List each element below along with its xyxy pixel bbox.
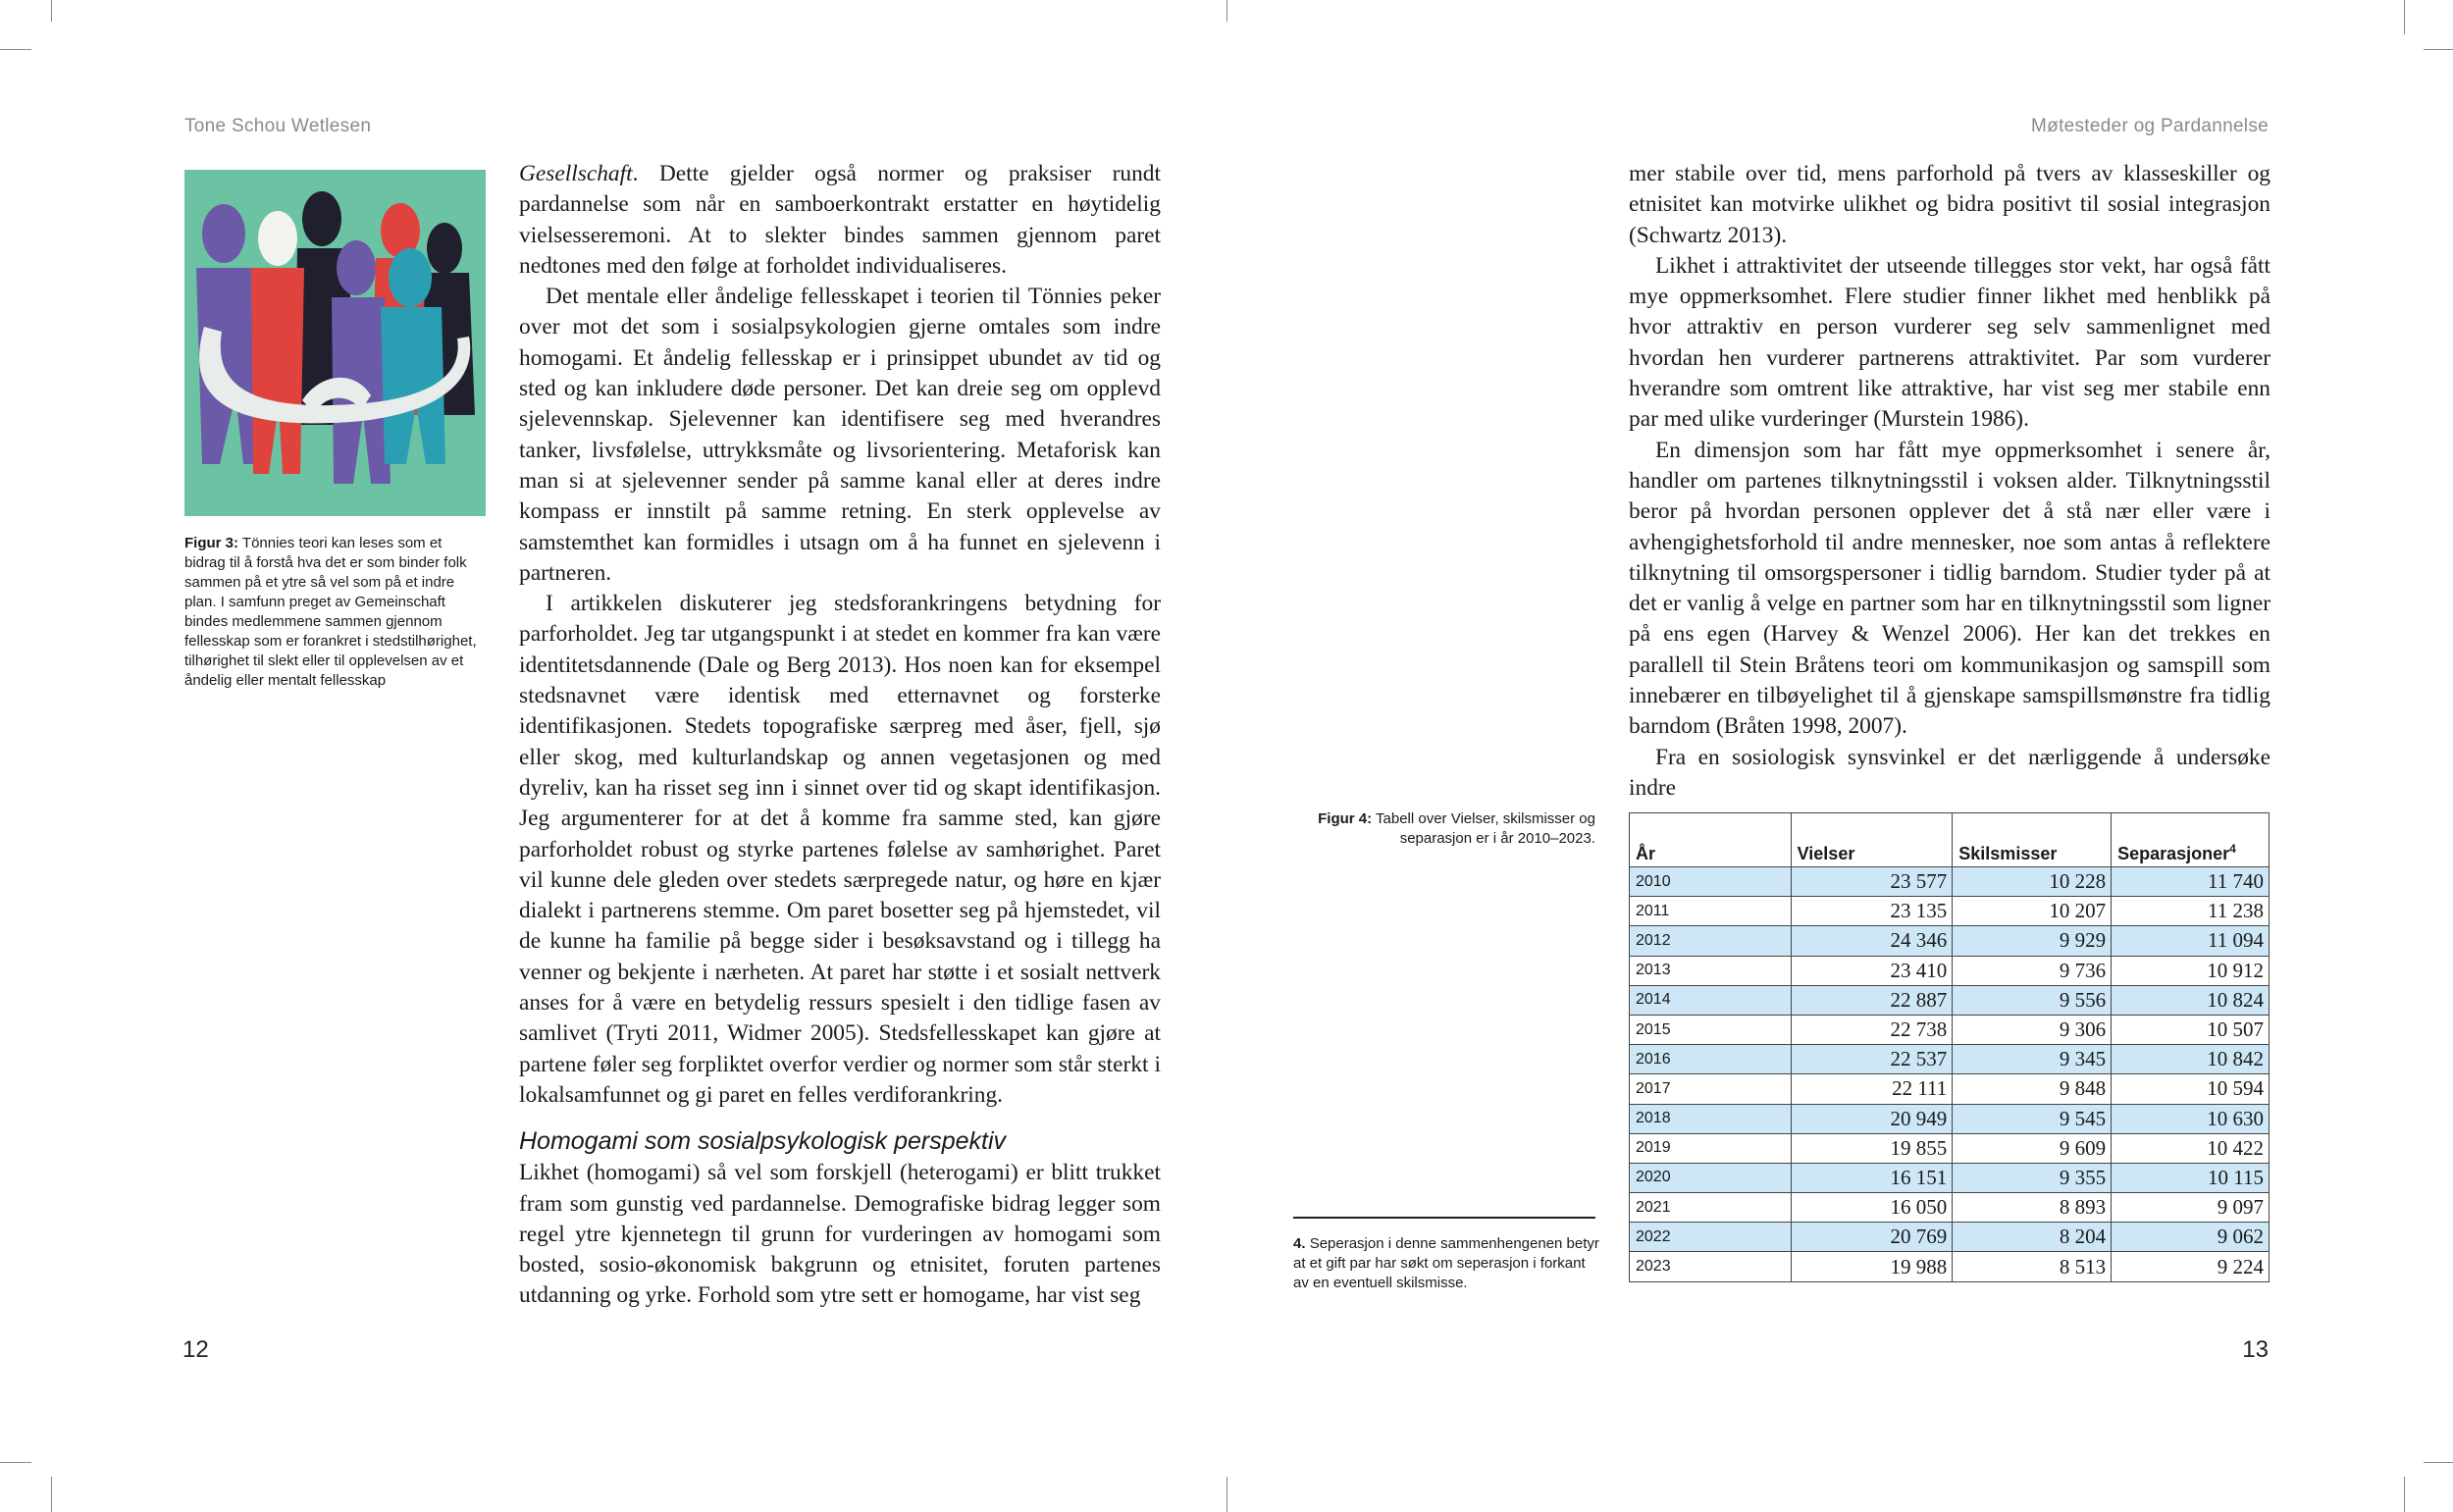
table-row [1630,1045,2270,1074]
cell-marriages: 19 988 [1791,1252,1953,1281]
cell-divorces: 9 545 [1953,1104,2112,1133]
cell-year: 2019 [1630,1133,1792,1163]
cell-divorces: 9 736 [1953,956,2112,985]
footnote-rule [1293,1217,1595,1219]
crop-mark [2404,1477,2405,1512]
cell-divorces: 9 609 [1953,1133,2112,1163]
cell-divorces: 9 355 [1953,1163,2112,1192]
cell-year: 2018 [1630,1104,1792,1133]
cell-marriages: 23 135 [1791,897,1953,926]
crop-mark [0,49,31,50]
cell-year: 2011 [1630,897,1792,926]
cell-divorces: 9 929 [1953,926,2112,956]
cell-marriages: 22 887 [1791,985,1953,1015]
crop-mark [0,1462,31,1463]
cell-marriages: 19 855 [1791,1133,1953,1163]
paragraph: mer stabile over tid, mens parforhold på tvers av klasseskiller og etnisitet kan motvirke ulikhet og bidra positivt til sosial integrasjon (Schwartz 2013). [1629,161,2270,248]
cell-marriages: 16 151 [1791,1163,1953,1192]
table-row [1630,1104,2270,1133]
cell-divorces: 8 513 [1953,1252,2112,1281]
paragraph: Likhet i attraktivitet der utseende tillegges stor vekt, har også fått mye oppmerksomhet. Flere studier finner likhet med henblikk på hvor attraktiv en person vurderer seg selv sammenlignet med hvordan hen vurderer partnerens attraktivitet. Par som vurderer hverandre som omtrent like attraktive, har vist seg mer stabile enn par med ulike vurderinger (Murstein 1986). [1629,252,2270,433]
figure-3-caption [184,534,487,691]
table-row [1630,1163,2270,1192]
running-header-right: Møtesteder og Pardannelse [2031,116,2269,136]
cell-year: 2016 [1630,1045,1792,1074]
cell-marriages: 23 577 [1791,867,1953,897]
cell-year: 2015 [1630,1015,1792,1044]
table-row [1630,926,2270,956]
figure-3-illustration [184,170,486,516]
cell-divorces: 9 345 [1953,1045,2112,1074]
crop-mark [2424,1462,2453,1463]
cell-separations: 10 507 [2112,1015,2270,1044]
figure-4-caption [1293,809,1595,849]
cell-separations: 10 115 [2112,1163,2270,1192]
cell-year: 2023 [1630,1252,1792,1281]
cell-separations: 11 740 [2112,867,2270,897]
crop-mark [1226,1477,1227,1512]
page-number-right: 13 [2242,1336,2269,1363]
table-row [1630,956,2270,985]
cell-divorces: 8 204 [1953,1223,2112,1252]
cell-separations: 9 224 [2112,1252,2270,1281]
cell-marriages: 24 346 [1791,926,1953,956]
table-row [1630,897,2270,926]
table-body [1630,867,2270,1282]
table-row [1630,1252,2270,1281]
column-header-separations: Separasjoner$^4$ [2112,813,2270,867]
cell-marriages: 22 738 [1791,1015,1953,1044]
cell-separations: 10 422 [2112,1133,2270,1163]
cell-divorces: 9 556 [1953,985,2112,1015]
paragraph: Gesellschaft. Dette gjelder også normer og praksiser rundt pardannelse som når en samboerkontrakt erstatter en høytidelig vielsesseremoni. At to slekter bindes sammen gjennom paret nedtones med den følge at forholdet individualiseres. [519,161,1161,279]
cell-divorces: 9 848 [1953,1074,2112,1104]
cell-year: 2017 [1630,1074,1792,1104]
table-header-row [1630,813,2270,867]
column-header-divorces: Skilsmisser [1953,813,2112,867]
table-row [1630,1074,2270,1104]
cell-marriages: 22 537 [1791,1045,1953,1074]
figure-3-label: Figur 3: [184,535,238,551]
cell-marriages: 23 410 [1791,956,1953,985]
paragraph: Fra en sosiologisk synsvinkel er det nærliggende å undersøke indre [1629,744,2270,801]
footnote-number: 4. [1293,1235,1306,1252]
figure-4-label: Figur 4: [1318,810,1373,827]
cell-marriages: 16 050 [1791,1193,1953,1223]
italic-term: Gesellschaft [519,161,633,186]
cell-year: 2022 [1630,1223,1792,1252]
left-text-column [519,159,1161,1312]
paragraph: I artikkelen diskuterer jeg stedsforankringens betydning for parforholdet. Jeg tar utgangspunkt i at stedet en kommer fra kan være identitetsdannende (Dale og Berg 2013). Hos noen kan for eksempel stedsnavnet være identisk med etternavnet og forsterke identifikasjonen. Stedets topografiske særpreg med åser, fjell, sjø eller skog, med kulturlandskap og annen vegetasjonen og med dyreliv, kan ha risset seg inn i sinnet over tid og skapt identifikasjon. Jeg argumenterer for at det å komme fra samme sted, kan gjøre parforholdet robust og styrke partenes følelse av samhørighet. Paret vil kunne dele gleden over stedets særpregede natur, og høre en kjær dialekt i partnerens stemme. Om paret bosetter seg på hjemstedet, vil de kunne ha familie på begge sider i besøksavstand og i tillegg ha venner og bekjente i nærheten. At paret har støtte i et sosialt nettverk anses for å være en betydelig ressurs spesielt i den tidlige fasen av samlivet (Tryti 2011, Widmer 2005). Stedsfellesskapet kan gjøre at partene føler seg forpliktet overfor verdier og normer som står sterkt i lokalsamfunnet og gi paret en felles verdiforankring. [519,591,1161,1108]
cell-divorces: 10 207 [1953,897,2112,926]
crop-mark [51,0,52,22]
figure-4-caption-text: Tabell over Vielser, skilsmisser og separasjon er i år 2010–2023. [1376,810,1595,847]
cell-separations: 10 842 [2112,1045,2270,1074]
paragraph: Det mentale eller åndelige fellesskapet i teorien til Tönnies peker over mot det som i sosialpsykologien gjerne omtales som indre homogami. Et åndelig fellesskap er i prinsippet ubundet av tid og sted og kan inkludere døde personer. Det kan dreie seg om opplevd sjelevennskap. Sjelevenner kan identifisere seg med hverandres tanker, livsfølelse, uttrykksmåte og livsorientering. Metaforisk kan man si at sjelevenner sender på samme kanal eller at deres indre kompass er innstilt på samme retning. En sterk opplevelse av samstemthet kan formidles i utsagn om å ha funnet en sjelevenn i partneren. [519,284,1161,586]
cell-separations: 11 094 [2112,926,2270,956]
cell-separations: 10 912 [2112,956,2270,985]
cell-separations: 10 594 [2112,1074,2270,1104]
page-number-left: 12 [183,1336,209,1363]
cell-divorces: 8 893 [1953,1193,2112,1223]
cell-marriages: 20 949 [1791,1104,1953,1133]
paragraph: En dimensjon som har fått mye oppmerksomhet i senere år, handler om partenes tilknytningsstil i voksen alder. Tilknytningsstil beror på hvordan personen opplever det å stå nær eller være i avhengighetsforhold til andre mennesker, noe som antas å reflektere tilknytning til omsorgspersoner i tidlig barndom. Studier tyder på at det er vanlig å velge en partner som har en tilknytningsstil som ligner på ens egen (Harvey & Wenzel 2006). Her kan det trekkes en parallell til Stein Bråtens teori om kommunikasjon og samspill som innebærer en tilbøyelighet til å gjenskape samspillsmønstre fra tidlig barndom (Bråten 1998, 2007). [1629,437,2270,740]
cell-marriages: 20 769 [1791,1223,1953,1252]
right-text-column [1629,159,2270,804]
cell-marriages: 22 111 [1791,1074,1953,1104]
table-row [1630,1133,2270,1163]
footnote-text: Seperasjon i denne sammenhengenen betyr at et gift par har søkt om seperasjon i forkant av en eventuell skilsmisse. [1293,1235,1599,1291]
section-heading: Homogami som sosialpsykologisk perspektiv [519,1127,1007,1156]
crop-mark [2404,0,2405,34]
crop-mark [2424,49,2453,50]
figure-3-caption-text: Tönnies teori kan leses som et bidrag til å forstå hva det er som binder folk sammen på et ytre så vel som på et indre plan. I samfunn preget av Gemeinschaft bindes medlemmene sammen gjennom fellesskap som er forankret i stedstilhørighet, tilhørighet til slekt eller til opplevelsen av et åndelig eller mentalt fellesskap [184,535,477,689]
marriage-divorce-table [1629,812,2270,1282]
table-row [1630,867,2270,897]
cell-year: 2020 [1630,1163,1792,1192]
column-header-marriages: Vielser [1791,813,1953,867]
table-row [1630,1223,2270,1252]
table-row [1630,1193,2270,1223]
cell-year: 2021 [1630,1193,1792,1223]
crop-mark [51,1477,52,1512]
cell-separations: 10 824 [2112,985,2270,1015]
cell-divorces: 10 228 [1953,867,2112,897]
table-row [1630,985,2270,1015]
cell-year: 2014 [1630,985,1792,1015]
running-header-left: Tone Schou Wetlesen [184,116,372,136]
paragraph: Likhet (homogami) så vel som forskjell (heterogami) er blitt trukket fram som gunstig ved pardannelse. Demografiske bidrag legger som regel ytre kjennetegn til grunn for vurderingen av homogami som bosted, sosio-økonomisk bakgrunn og etnisitet, foruten partenes utdanning og yrke. Forhold som ytre sett er homogame, har vist seg [519,1160,1161,1309]
cell-separations: 9 062 [2112,1223,2270,1252]
footnote [1293,1234,1599,1293]
cell-year: 2013 [1630,956,1792,985]
crop-mark [1226,0,1227,22]
cell-divorces: 9 306 [1953,1015,2112,1044]
table-row [1630,1015,2270,1044]
embracing-figures-illustration [184,170,486,516]
cell-separations: 11 238 [2112,897,2270,926]
cell-year: 2010 [1630,867,1792,897]
cell-separations: 10 630 [2112,1104,2270,1133]
column-header-year: År [1630,813,1792,867]
cell-year: 2012 [1630,926,1792,956]
footnote-ref: 4 [2229,842,2236,856]
cell-separations: 9 097 [2112,1193,2270,1223]
